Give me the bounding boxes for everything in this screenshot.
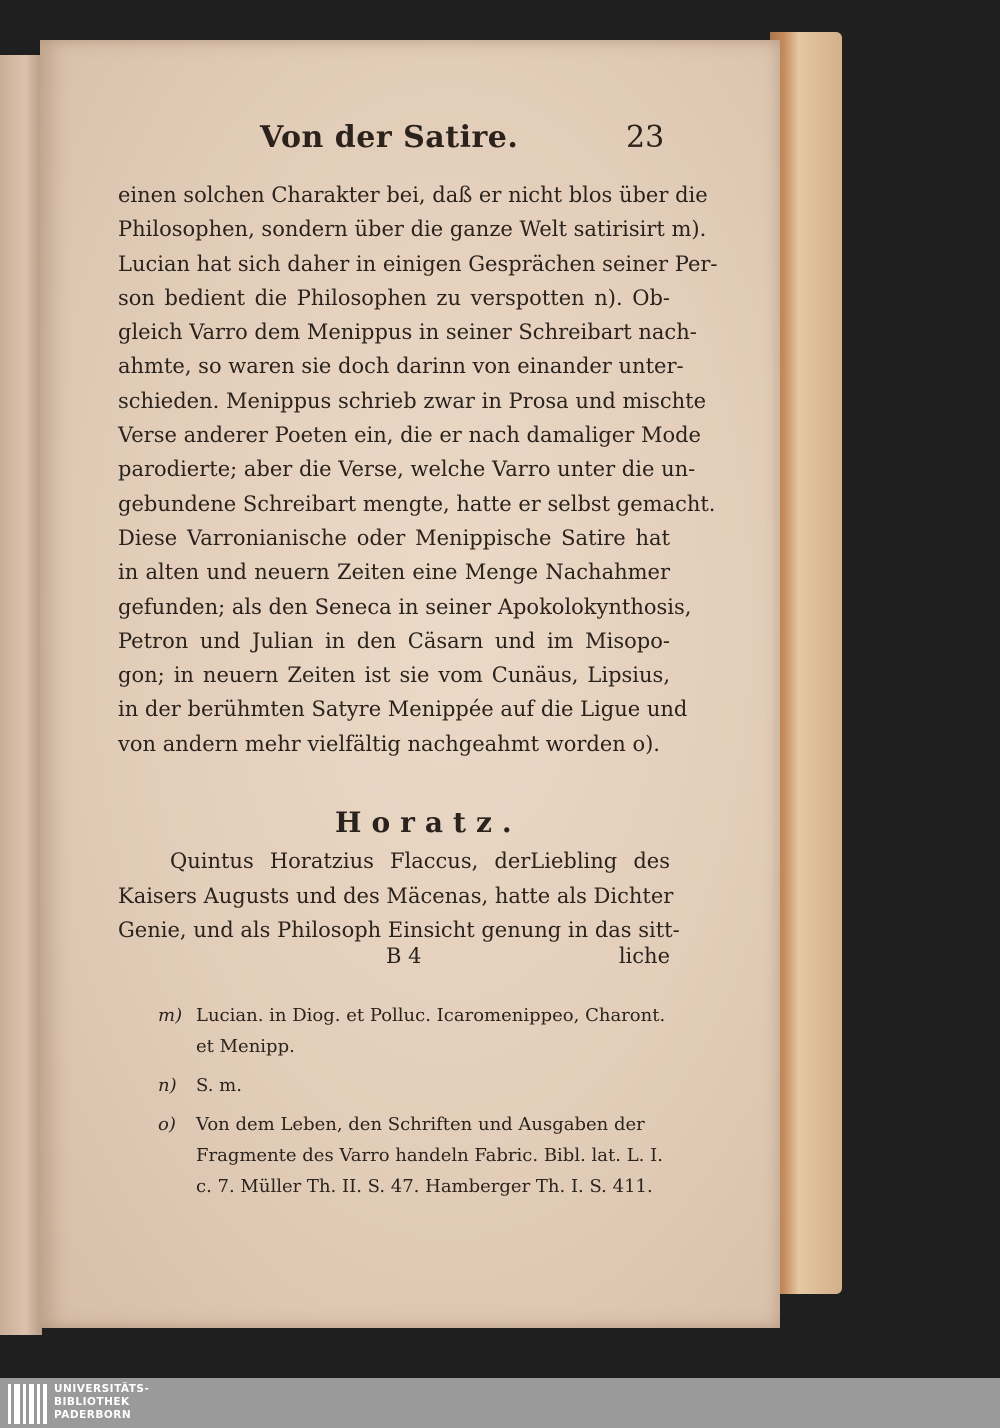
library-logo-text (54, 1383, 149, 1422)
library-logo-icon (8, 1384, 48, 1424)
library-footer-bar (0, 1378, 1000, 1428)
signature-line (118, 944, 670, 978)
left-page-edge (0, 55, 42, 1335)
paragraph-1 (118, 178, 718, 761)
logo-line: BIBLIOTHEK (54, 1396, 130, 1408)
text-line: Verse anderer Poeten ein, die er nach damaliger Mode (118, 423, 701, 448)
text-line: ahmte, so waren sie doch darinn von einander unter- (118, 354, 684, 379)
text-line: gefunden; als den Seneca in seiner Apokolokynthosis, (118, 594, 692, 619)
footnote (158, 1000, 678, 1062)
text-line: in der berühmten Satyre Menippée auf die Ligue und (118, 697, 688, 722)
text-line: von andern mehr vielfältig nachgeahmt worden o). (118, 731, 660, 756)
footnote-text: Lucian. in Diog. et Polluc. Icaromenippeo, Charont. et Menipp. (196, 1005, 666, 1057)
text-line: schieden. Menippus schrieb zwar in Prosa und mischte (118, 388, 707, 413)
paragraph-2 (118, 844, 680, 948)
logo-line: UNIVERSITÄTS- (54, 1383, 150, 1395)
text-line: Quintus Horatzius Flaccus, derLiebling des (170, 849, 670, 873)
book-edge-right (770, 32, 842, 1294)
running-title: Von der Satire. (260, 120, 519, 155)
footnote-key: m) (158, 1005, 183, 1026)
catchword: liche (618, 944, 670, 968)
logo-line: PADERBORN (54, 1409, 132, 1421)
footnotes (158, 1000, 678, 1210)
text-line: Philosophen, sondern über die ganze Welt satirisirt m). (118, 217, 707, 242)
text-line: gleich Varro dem Menippus in seiner Schreibart nach- (118, 320, 697, 345)
text-line: Kaisers Augusts und des Mäcenas, hatte als Dichter (118, 883, 674, 908)
text-line: einen solchen Charakter bei, daß er nicht blos über die (118, 183, 708, 207)
signature-mark: B 4 (386, 944, 422, 968)
footnote-text: Von dem Leben, den Schriften und Ausgaben der Fragmente des Varro handeln Fabric. Bibl. lat. L. I. c. 7. Müller Th. II. S. 47. Hamberger Th. I. S. 411. (196, 1114, 663, 1197)
footnote-text: S. m. (196, 1075, 242, 1096)
text-line: Diese Varronianische oder Menippische Satire hat (118, 525, 670, 550)
section-heading: Horatz. (335, 806, 522, 839)
text-line: Petron und Julian in den Cäsarn und im Misopo- (118, 628, 670, 653)
text-line: Genie, und als Philosoph Einsicht genung in das sitt- (118, 918, 680, 942)
text-line: parodierte; aber die Verse, welche Varro unter die un- (118, 457, 696, 482)
text-line: Lucian hat sich daher in einigen Gesprächen seiner Per- (118, 251, 718, 276)
text-line: in alten und neuern Zeiten eine Menge Nachahmer (118, 560, 670, 585)
page-number: 23 (626, 120, 665, 155)
text-line: gon; in neuern Zeiten ist sie vom Cunäus, Lipsius, (118, 663, 670, 688)
footnote-key: n) (158, 1075, 177, 1096)
text-line: gebundene Schreibart mengte, hatte er selbst gemacht. (118, 491, 716, 516)
footnote-key: o) (158, 1114, 176, 1135)
footnote (158, 1109, 678, 1202)
footnote (158, 1070, 678, 1101)
text-line: son bedient die Philosophen zu verspotten n). Ob- (118, 285, 670, 310)
